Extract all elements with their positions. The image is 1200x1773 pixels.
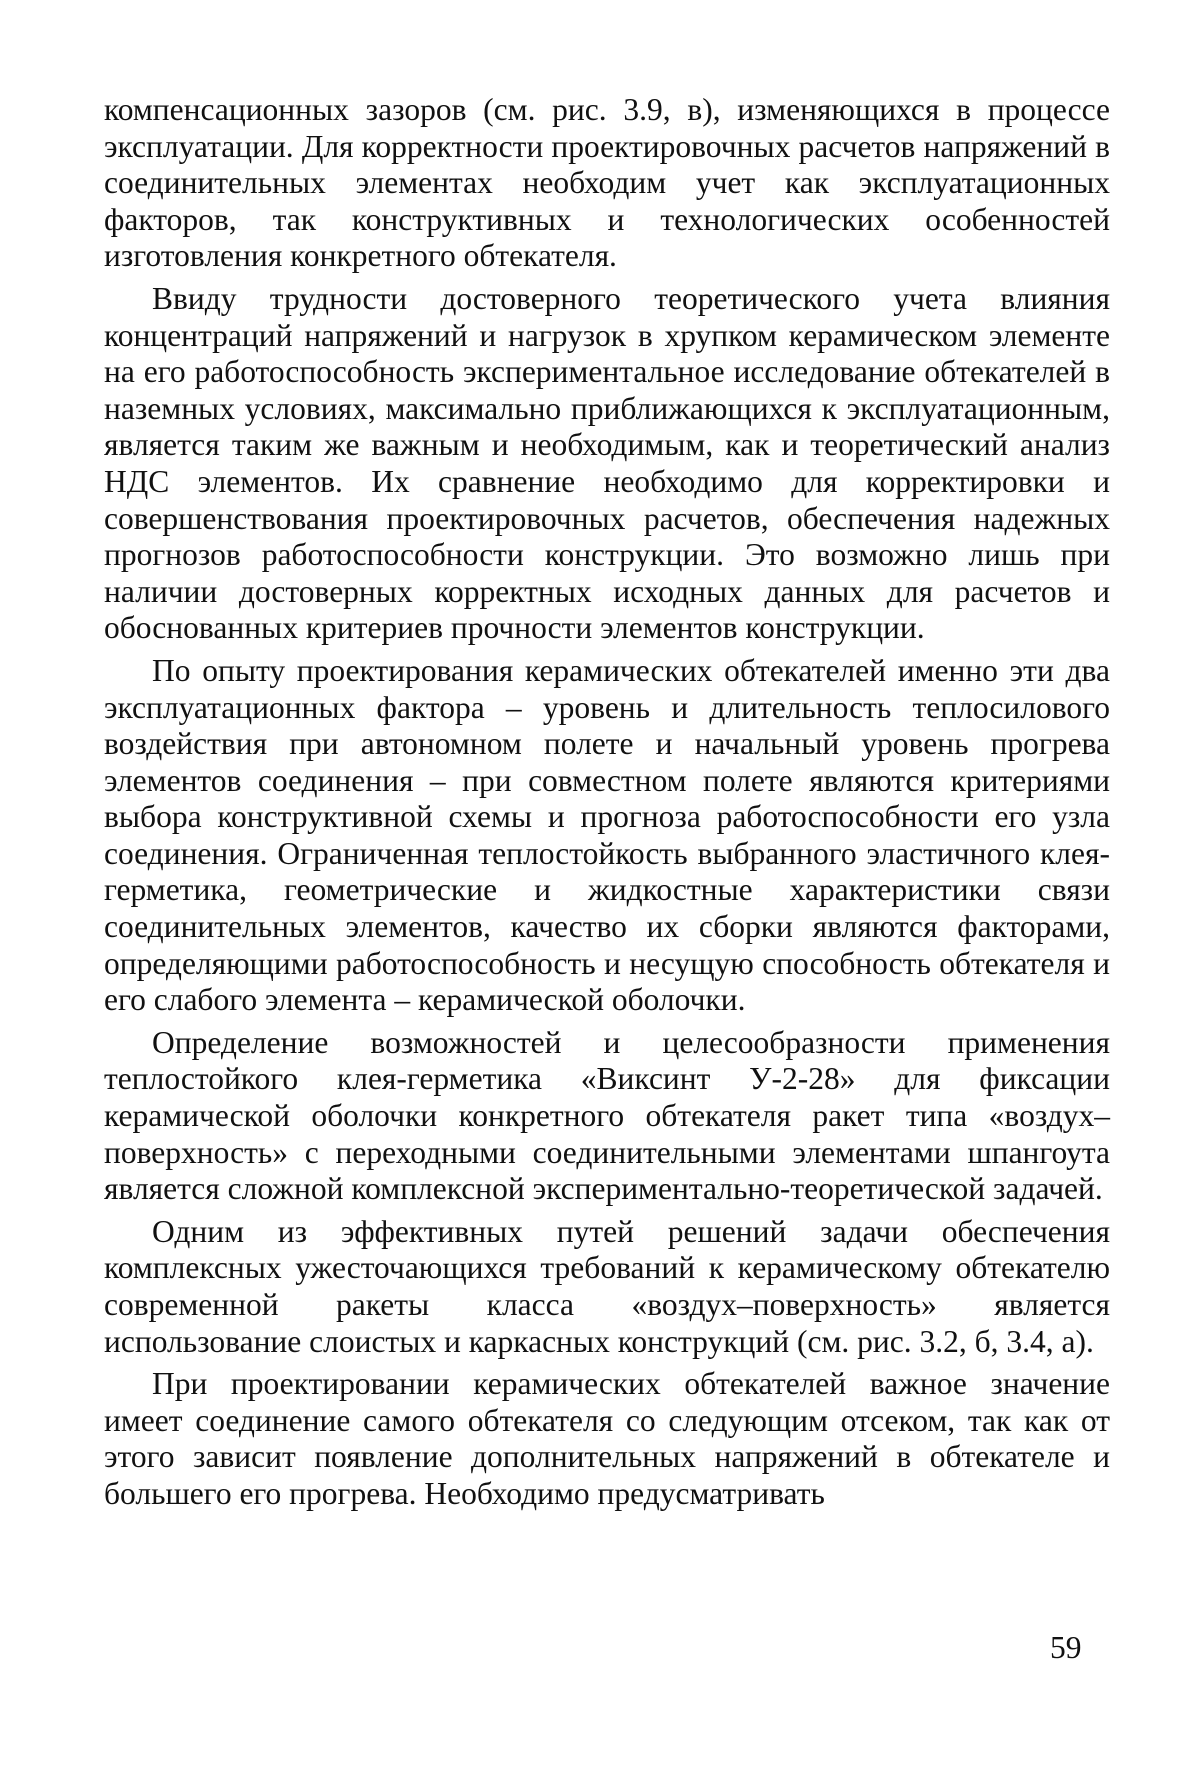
paragraph-3: По опыту проектирования керамических обтекателей именно эти два эксплуатационных фактора – уровень и длительность теплосилового воздействия при автономном полете и начальный уровень прогрева элементов соединения – при совместном полете являются критериями выбора конструктивной схемы и прогноза работоспособности его узла соединения. Ограниченная теплостойкость выбранного эластичного клея-герметика, геометрические и жидкостные характеристики связи соединительных элементов, качество их сборки являются факторами, определяющими работоспособность и несущую способность обтекателя и его слабого элемента – керамической оболочки. xyxy=(104,653,1110,1019)
paragraph-2: Ввиду трудности достоверного теоретического учета влияния концентраций напряжений и нагрузок в хрупком керамическом элементе на его работоспособность экспериментальное исследование обтекателей в наземных условиях, максимально приближающихся к эксплуатационным, является таким же важным и необходимым, как и теоретический анализ НДС элементов. Их сравнение необходимо для корректировки и совершенствования проектировочных расчетов, обеспечения надежных прогнозов работоспособности конструкции. Это возможно лишь при наличии достоверных корректных исходных данных для расчетов и обоснованных критериев прочности элементов конструкции. xyxy=(104,281,1110,647)
paragraph-1: компенсационных зазоров (см. рис. 3.9, в), изменяющихся в процессе эксплуатации. Для корректности проектировочных расчетов напряжений в соединительных элементах необходим учет как эксплуатационных факторов, так конструктивных и технологических особенностей изготовления конкретного обтекателя. xyxy=(104,92,1110,275)
page-number: 59 xyxy=(1050,1630,1082,1666)
page-body xyxy=(104,92,1110,1519)
paragraph-5: Одним из эффективных путей решений задачи обеспечения комплексных ужесточающихся требований к керамическому обтекателю современной ракеты класса «воздух–поверхность» является использование слоистых и каркасных конструкций (см. рис. 3.2, б, 3.4, а). xyxy=(104,1214,1110,1360)
paragraph-4: Определение возможностей и целесообразности применения теплостойкого клея-герметика «Виксинт У-2-28» для фиксации керамической оболочки конкретного обтекателя ракет типа «воздух–поверхность» с переходными соединительными элементами шпангоута является сложной комплексной экспериментально-теоретической задачей. xyxy=(104,1025,1110,1208)
paragraph-6: При проектировании керамических обтекателей важное значение имеет соединение самого обтекателя со следующим отсеком, так как от этого зависит появление дополнительных напряжений в обтекателе и большего его прогрева. Необходимо предусматривать xyxy=(104,1366,1110,1512)
